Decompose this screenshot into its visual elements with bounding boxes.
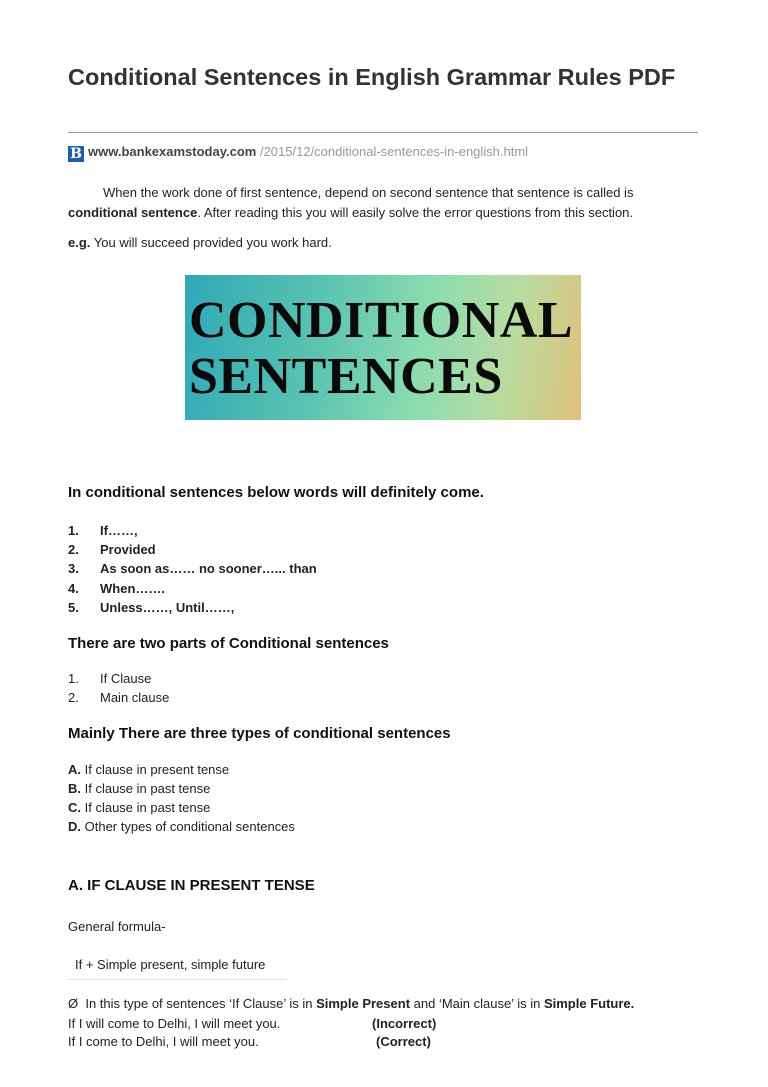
list-number: 1. bbox=[68, 523, 79, 538]
formula-label: General formula- bbox=[68, 919, 166, 934]
list-item: When……. bbox=[100, 581, 165, 596]
section-heading-present-tense: A. IF CLAUSE IN PRESENT TENSE bbox=[68, 877, 315, 894]
rule-bold: Simple Present bbox=[316, 996, 411, 1011]
list-label: C. bbox=[68, 800, 81, 815]
list-number: 5. bbox=[68, 600, 79, 615]
example-line bbox=[68, 234, 332, 251]
banner-line-1: CONDITIONAL bbox=[189, 292, 573, 349]
list-label: D. bbox=[68, 819, 81, 834]
list-item: If Clause bbox=[100, 671, 152, 686]
list-number: 1. bbox=[68, 671, 79, 686]
example-verdict: (Incorrect) bbox=[372, 1016, 437, 1031]
example-sentence: If I come to Delhi, I will meet you. bbox=[68, 1034, 259, 1049]
list-item bbox=[68, 799, 210, 816]
source-link[interactable] bbox=[68, 143, 528, 162]
list-label: A. bbox=[68, 762, 81, 777]
list-text: If clause in present tense bbox=[81, 762, 230, 777]
title-divider bbox=[68, 132, 698, 133]
list-item: Main clause bbox=[100, 690, 170, 705]
formula-divider bbox=[68, 979, 286, 980]
source-path[interactable]: /2015/12/conditional-sentences-in-english.html bbox=[259, 144, 529, 159]
example-text: You will succeed provided you work hard. bbox=[90, 235, 332, 250]
section-heading-words: In conditional sentences below words will definitely come. bbox=[68, 484, 484, 501]
conditional-sentences-banner-image bbox=[185, 275, 581, 420]
list-item bbox=[68, 761, 229, 778]
rule-text: In this type of sentences ‘If Clause’ is in bbox=[78, 996, 317, 1011]
intro-line-2 bbox=[68, 204, 633, 221]
banner-line-2: SENTENCES bbox=[189, 348, 503, 405]
list-number: 2. bbox=[68, 690, 79, 705]
list-text: If clause in past tense bbox=[81, 800, 211, 815]
list-text: If clause in past tense bbox=[81, 781, 211, 796]
list-item: As soon as…… no sooner…... than bbox=[100, 561, 317, 576]
section-heading-parts: There are two parts of Conditional sentences bbox=[68, 635, 389, 652]
bullet-icon: Ø bbox=[68, 996, 79, 1011]
list-label: B. bbox=[68, 781, 81, 796]
intro-rest: . After reading this you will easily solve the error questions from this section. bbox=[197, 205, 634, 220]
rule-line bbox=[68, 995, 634, 1012]
list-number: 3. bbox=[68, 561, 79, 576]
section-heading-types: Mainly There are three types of conditional sentences bbox=[68, 725, 451, 742]
page-title: Conditional Sentences in English Grammar Rules PDF bbox=[68, 64, 676, 90]
list-item bbox=[68, 780, 210, 797]
example-label: e.g. bbox=[68, 235, 91, 250]
list-number: 2. bbox=[68, 542, 79, 557]
list-item: If……, bbox=[100, 523, 138, 538]
example-verdict: (Correct) bbox=[376, 1034, 431, 1049]
rule-bold: Simple Future. bbox=[543, 996, 635, 1011]
example-sentence: If I will come to Delhi, I will meet you. bbox=[68, 1016, 281, 1031]
rule-text: and ‘Main clause’ is in bbox=[410, 996, 544, 1011]
formula-box: If + Simple present, simple future bbox=[75, 957, 266, 972]
intro-line-1: When the work done of first sentence, depend on second sentence that sentence is called is bbox=[103, 185, 634, 200]
site-logo-icon: B bbox=[68, 146, 84, 162]
list-item: Provided bbox=[100, 542, 156, 557]
list-item bbox=[68, 818, 295, 835]
list-item: Unless……, Until……, bbox=[100, 600, 235, 615]
list-text: Other types of conditional sentences bbox=[81, 819, 295, 834]
intro-bold-term: conditional sentence bbox=[68, 205, 198, 220]
list-number: 4. bbox=[68, 581, 79, 596]
source-domain[interactable]: www.bankexamstoday.com bbox=[88, 144, 257, 159]
